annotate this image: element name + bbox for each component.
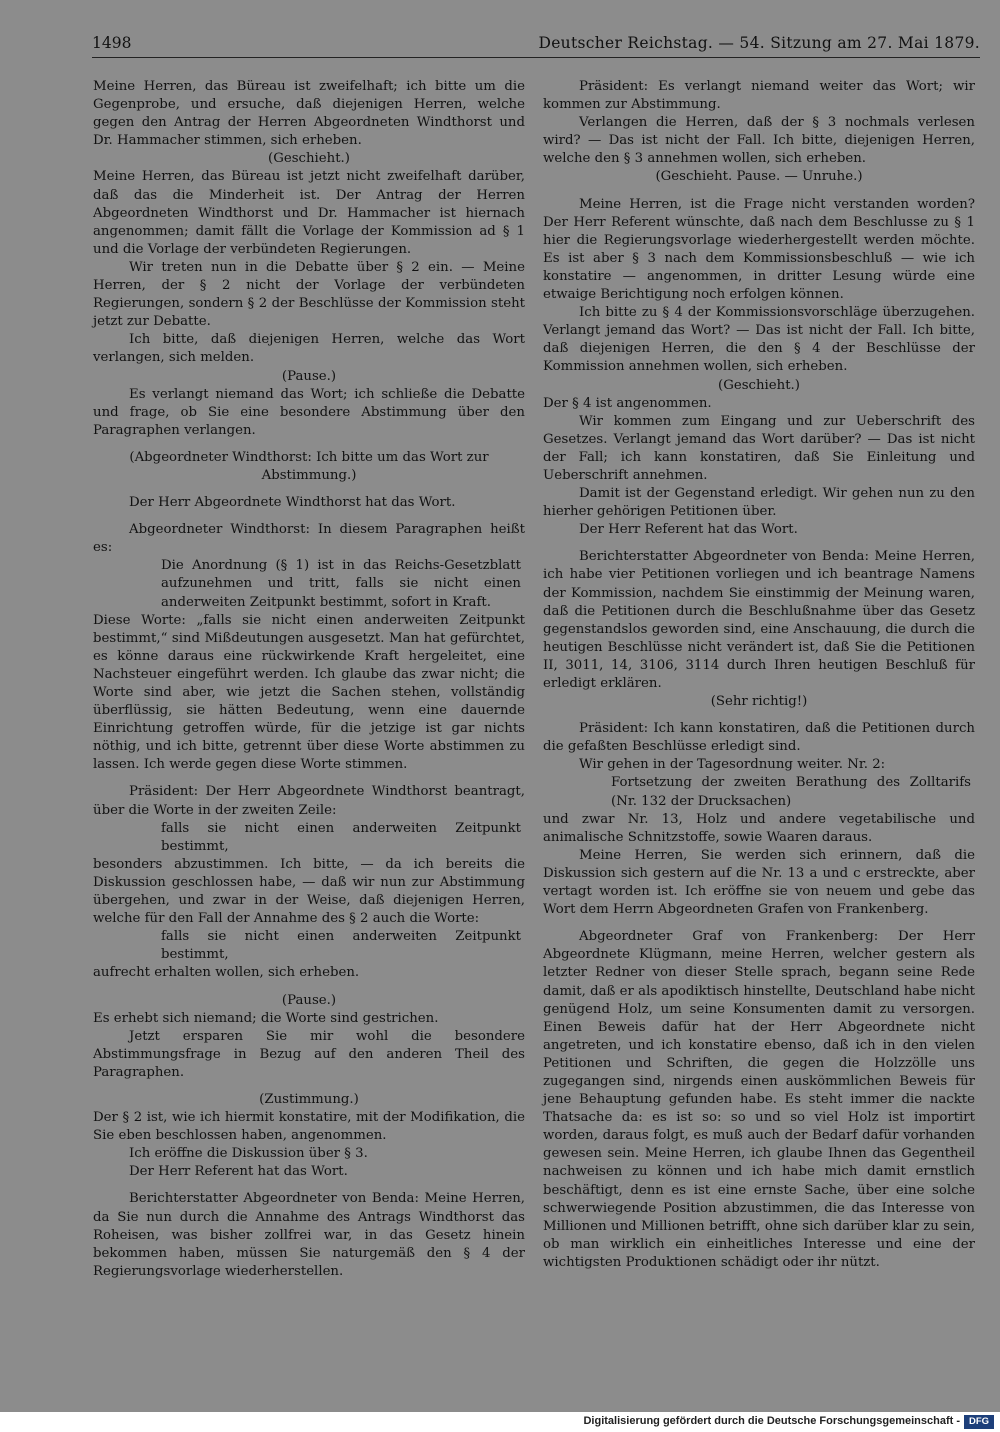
- paragraph: Ich eröffne die Diskussion über § 3.: [129, 1146, 368, 1162]
- paragraph: Der Herr Referent hat das Wort.: [129, 1164, 348, 1180]
- paragraph: (Zustimmung.): [259, 1091, 359, 1107]
- paragraph: falls sie nicht einen anderweiten Zeitpunkt bestimmt,: [161, 820, 521, 854]
- right-column: [543, 78, 975, 1272]
- paragraph: Diese Worte: „falls sie nicht einen anderweiten Zeitpunkt bestimmt,“ sind Mißdeutungen ausgesetzt. Man hat gefürchtet, es könne daraus eine rückwirkende Kraft hergeleitet, eine Nachsteuer eingeführt werden. Ich glaube das zwar nicht; die Worte sind aber, wie jetzt die Sachen stehen, vollständig überflüssig, sie hätten Bedeutung, wenn eine dauernde Einrichtung getroffen würde, für die jetzige ist gar nichts nöthig, und ich bitte, getrennt über diese Worte abstimmen zu lassen. Ich werde gegen diese Worte stimmen.: [93, 612, 525, 773]
- page-number: 1498: [92, 34, 132, 52]
- paragraph: Präsident: Ich kann konstatiren, daß die Petitionen durch die gefaßten Beschlüsse erledigt sind.: [543, 721, 975, 755]
- paragraph: Damit ist der Gegenstand erledigt. Wir gehen nun zu den hierher gehörigen Petitionen über.: [543, 486, 975, 520]
- paragraph: aufrecht erhalten wollen, sich erheben.: [93, 965, 360, 981]
- paragraph: (Pause.): [281, 992, 337, 1008]
- header-rule: [92, 57, 980, 58]
- paragraph: Meine Herren, das Büreau ist zweifelhaft; ich bitte um die Gegenprobe, und ersuche, daß diejenigen Herren, welche gegen den Antrag der Herren Abgeordneten Windthorst und Dr. Hammacher stimmen, sich erheben.: [93, 79, 525, 149]
- paragraph: Meine Herren, Sie werden sich erinnern, daß die Diskussion sich gestern auf die Nr. 13 a und c erstreckte, aber vertagt worden ist. Ich eröffne sie von neuem und gebe das Wort dem Herrn Abgeordneten Grafen von Frankenberg.: [543, 847, 975, 918]
- paragraph: Der § 4 ist angenommen.: [543, 395, 712, 411]
- paragraph: Wir kommen zum Eingang und zur Ueberschrift des Gesetzes. Verlangt jemand das Wort darüber? — Das ist nicht der Fall; ich kann konstatiren, daß Sie Einleitung und Ueberschrift annehmen.: [543, 413, 975, 483]
- paragraph: Präsident: Es verlangt niemand weiter das Wort; wir kommen zur Abstimmung.: [543, 79, 975, 113]
- paragraph: Wir treten nun in die Debatte über § 2 ein. — Meine Herren, der § 2 nicht der Vorlage der verbündeten Regierungen, sondern § 2 der Beschlüsse der Kommission steht jetzt zur Debatte.: [93, 259, 525, 330]
- paragraph: (Geschieht. Pause. — Unruhe.): [655, 169, 863, 185]
- paragraph: (Geschieht.): [268, 151, 350, 167]
- paragraph: Die Anordnung (§ 1) ist in das Reichs-Gesetzblatt aufzunehmen und tritt, falls sie nicht einen anderweiten Zeitpunkt bestimmt, sofort in Kraft.: [161, 558, 521, 610]
- paragraph: Der Herr Abgeordnete Windthorst hat das Wort.: [129, 495, 456, 511]
- paragraph: Verlangen die Herren, daß der § 3 nochmals verlesen wird? — Das ist nicht der Fall. Ich bitte, diejenigen Herren, welche den § 3 annehmen wollen, sich erheben.: [543, 115, 975, 167]
- paragraph: Jetzt ersparen Sie mir wohl die besondere Abstimmungsfrage in Bezug auf den anderen Theil des Paragraphen.: [93, 1028, 525, 1080]
- paragraph: (Abgeordneter Windthorst: Ich bitte um das Wort zur Abstimmung.): [129, 449, 489, 483]
- paragraph: (Sehr richtig!): [710, 694, 808, 710]
- paragraph: Ich bitte zu § 4 der Kommissionsvorschläge überzugehen. Verlangt jemand das Wort? — Das ist nicht der Fall. Ich bitte, daß diejenigen Herren, die den § 4 der Beschlüsse der Kommission annehmen wollen, sich erheben.: [543, 305, 975, 375]
- paragraph: Präsident: Der Herr Abgeordnete Windthorst beantragt, über die Worte in der zweiten Zeile:: [93, 784, 525, 818]
- paragraph: (Pause.): [281, 368, 337, 384]
- paragraph: Der Herr Referent hat das Wort.: [579, 522, 798, 538]
- paragraph: (Geschieht.): [718, 377, 800, 393]
- running-title: Deutscher Reichstag. — 54. Sitzung am 27. Mai 1879.: [538, 34, 980, 52]
- paragraph: Berichterstatter Abgeordneter von Benda: Meine Herren, da Sie nun durch die Annahme des Antrags Windthorst das Roheisen, was bisher zollfrei war, in das Gesetz hinein bekommen haben, müssen Sie naturgemäß den § 4 der Regierungsvorlage wiederherstellen.: [93, 1191, 525, 1279]
- dfg-logo: DFG: [964, 1415, 994, 1429]
- paragraph: Meine Herren, das Büreau ist jetzt nicht zweifelhaft darüber, daß das die Minderheit ist. Der Antrag der Herren Abgeordneten Windthorst und Dr. Hammacher ist hiernach angenommen; damit fällt die Vorlage der Kommission ad § 1 und die Vorlage der verbündeten Regierungen.: [93, 169, 525, 257]
- page-header: [92, 34, 980, 56]
- left-column: [93, 78, 525, 1281]
- digitization-footer: [0, 1412, 1000, 1432]
- paragraph: besonders abzustimmen. Ich bitte, — da ich bereits die Diskussion geschlossen habe, — daß wir nun zur Abstimmung übergehen, und zwar in der Weise, daß diejenigen Herren, welche für den Fall der Annahme des § 2 auch die Worte:: [93, 856, 525, 927]
- footer-text: Digitalisierung gefördert durch die Deutsche Forschungsgemeinschaft -: [583, 1415, 960, 1427]
- paragraph: Berichterstatter Abgeordneter von Benda: Meine Herren, ich habe vier Petitionen vorliegen und ich beantrage Namens der Kommission, nachdem Sie einstimmig der Meinung waren, daß die Petitionen durch die Beschlußnahme über das Gesetz gegenstandslos geworden sind, eine Anschauung, die durch die heutigen Beschlüsse nicht verändert ist, daß Sie die Petitionen II, 3011, 14, 3106, 3114 durch Ihren heutigen Beschluß für erledigt erklären.: [543, 549, 975, 691]
- paragraph: Abgeordneter Graf von Frankenberg: Der Herr Abgeordnete Klügmann, meine Herren, welcher gestern als letzter Redner von dieser Stelle sprach, begann seine Rede damit, daß er als apodiktisch hinstellte, Deutschland habe nicht genügend Holz, um seine Konsumenten damit zu versorgen. Einen Beweis dafür hat der Herr Abgeordnete nicht angetreten, und ich konstatire ebenso, daß ich in den vielen Petitionen und Schriften, die gegen die Holzzölle uns zugegangen sind, nirgends einen auskömmlichen Beweis für jene Behauptung gefunden habe. Es steht immer die nackte Thatsache da: es ist so: so und so viel Holz ist importirt worden, daraus folgt, es muß auch der Bedarf dafür vorhanden gewesen sein. Meine Herren, ich glaube Ihnen das Gegentheil nachweisen zu können und ich habe mich damit ernstlich beschäftigt, denn es ist eine ernste Sache, über eine solche schwerwiegende Position abzustimmen, die das Interesse von Millionen und Millionen betrifft, ohne sich darüber klar zu sein, ob man wirklich ein einheitliches Interesse und eine der wichtigsten Produktionen schädigt oder ihr nützt.: [543, 929, 975, 1270]
- paragraph: Es verlangt niemand das Wort; ich schließe die Debatte und frage, ob Sie eine besondere Abstimmung über den Paragraphen verlangen.: [93, 386, 525, 438]
- paragraph: Fortsetzung der zweiten Berathung des Zolltarifs (Nr. 132 der Drucksachen): [611, 775, 971, 809]
- paragraph: Der § 2 ist, wie ich hiermit konstatire, mit der Modifikation, die Sie eben beschlossen haben, angenommen.: [93, 1110, 525, 1144]
- paragraph: falls sie nicht einen anderweiten Zeitpunkt bestimmt,: [161, 929, 521, 963]
- paragraph: Wir gehen in der Tagesordnung weiter. Nr. 2:: [579, 757, 886, 773]
- paragraph: Abgeordneter Windthorst: In diesem Paragraphen heißt es:: [93, 522, 525, 556]
- paragraph: Es erhebt sich niemand; die Worte sind gestrichen.: [93, 1010, 439, 1026]
- paragraph: Meine Herren, ist die Frage nicht verstanden worden? Der Herr Referent wünschte, daß nach dem Beschlusse zu § 1 hier die Regierungsvorlage wiederhergestellt werden möchte. Es ist aber § 3 nach dem Kommissionsbeschluß — wie ich konstatire — angenommen, in dritter Lesung würde eine etwaige Berichtigung noch erfolgen können.: [543, 196, 975, 303]
- paragraph: und zwar Nr. 13, Holz und andere vegetabilische und animalische Schnitzstoffe, sowie Waaren daraus.: [543, 811, 975, 845]
- paragraph: Ich bitte, daß diejenigen Herren, welche das Wort verlangen, sich melden.: [93, 332, 525, 366]
